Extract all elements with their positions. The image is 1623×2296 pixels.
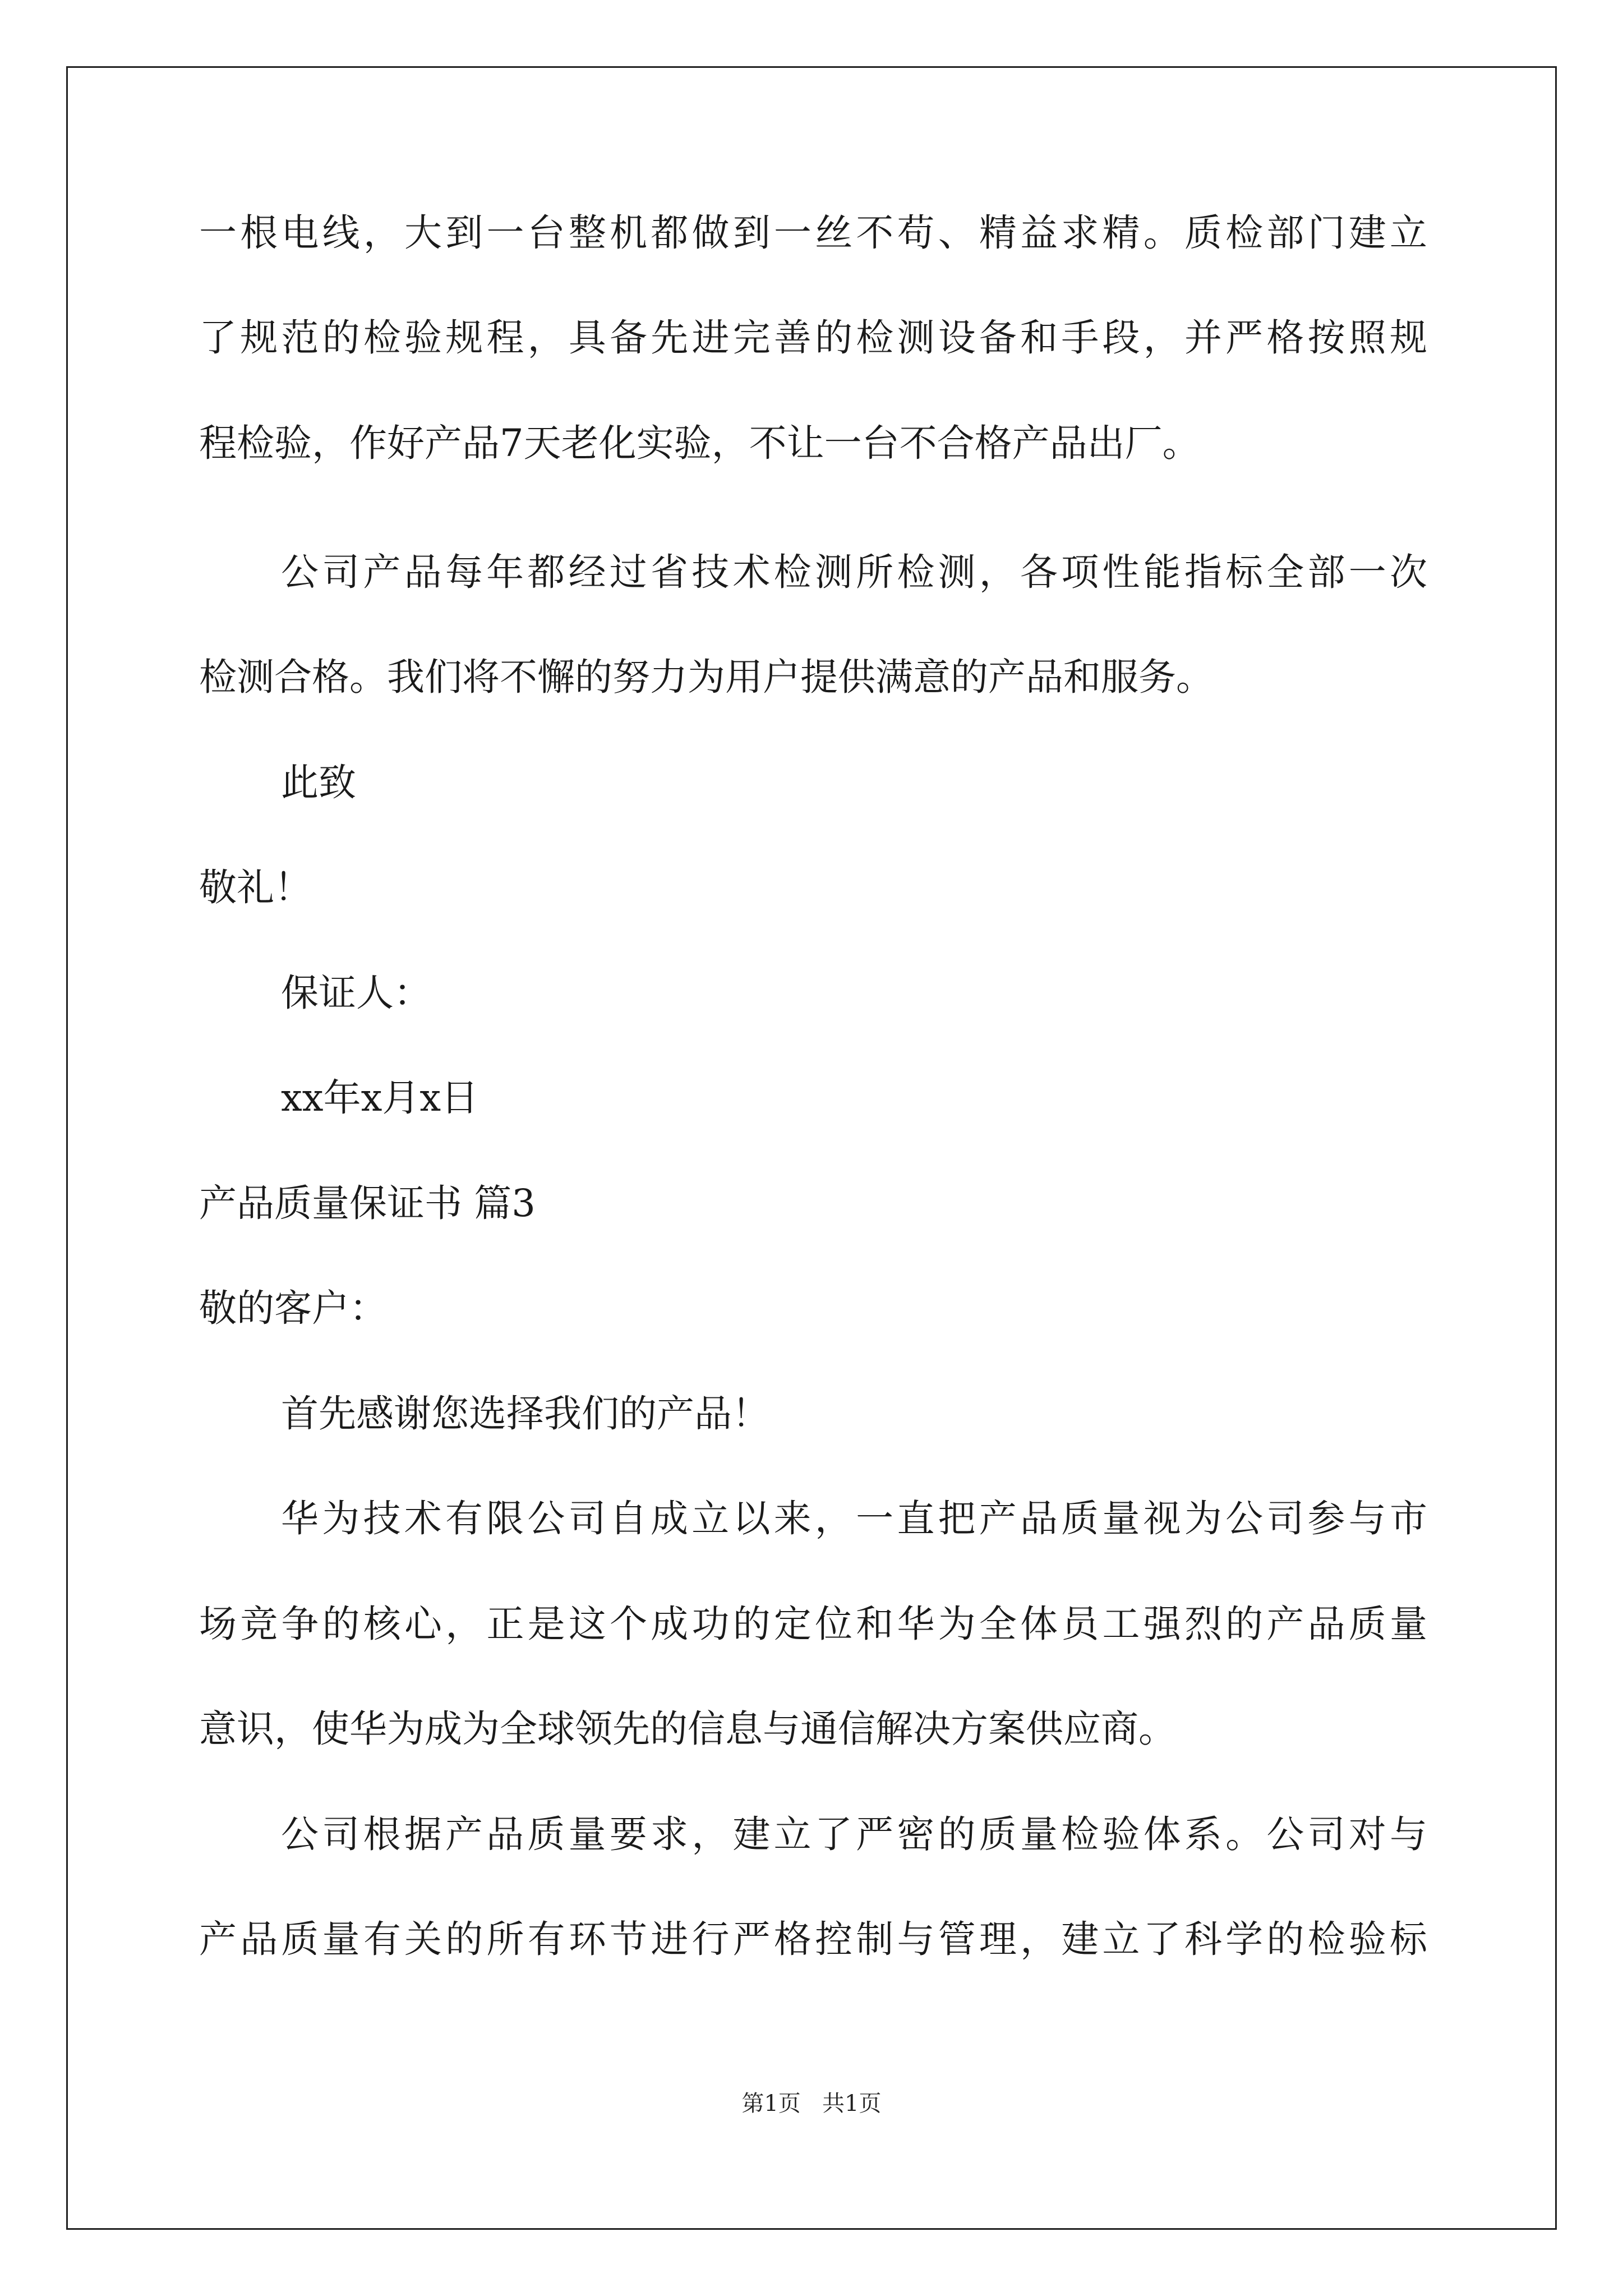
paragraph-line: 一根电线，大到一台整机都做到一丝不苟、精益求精。质检部门建立 <box>199 211 1427 255</box>
greeting: 敬的客户： <box>199 1286 387 1330</box>
paragraph-line: 公司根据产品质量要求，建立了严密的质量检验体系。公司对与 <box>281 1812 1427 1856</box>
closing-regards: 敬礼！ <box>199 866 312 909</box>
section-title: 产品质量保证书 篇3 <box>199 1181 536 1225</box>
paragraph-line: 首先感谢您选择我们的产品！ <box>281 1392 769 1435</box>
closing-salutation: 此致 <box>281 761 356 804</box>
paragraph-line: 公司产品每年都经过省技术检测所检测，各项性能指标全部一次 <box>281 550 1427 594</box>
paragraph-line: 程检验，作好产品7天老化实验，不让一台不合格产品出厂。 <box>199 421 1200 465</box>
date-line: xx年x月x日 <box>281 1076 479 1120</box>
paragraph-line: 场竞争的核心，正是这个成功的定位和华为全体员工强烈的产品质量 <box>199 1602 1427 1646</box>
paragraph-line: 意识，使华为成为全球领先的信息与通信解决方案供应商。 <box>199 1707 1176 1751</box>
page-border <box>66 66 1557 2230</box>
page-number: 第1页 共1页 <box>741 2091 882 2116</box>
guarantor-label: 保证人： <box>281 971 431 1015</box>
page-footer <box>0 2090 1623 2118</box>
paragraph-line: 产品质量有关的所有环节进行严格控制与管理，建立了科学的检验标 <box>199 1917 1427 1961</box>
paragraph-line: 华为技术有限公司自成立以来，一直把产品质量视为公司参与市 <box>281 1497 1427 1540</box>
paragraph-line: 检测合格。我们将不懈的努力为用户提供满意的产品和服务。 <box>199 655 1214 699</box>
paragraph-line: 了规范的检验规程，具备先进完善的检测设备和手段，并严格按照规 <box>199 316 1427 360</box>
